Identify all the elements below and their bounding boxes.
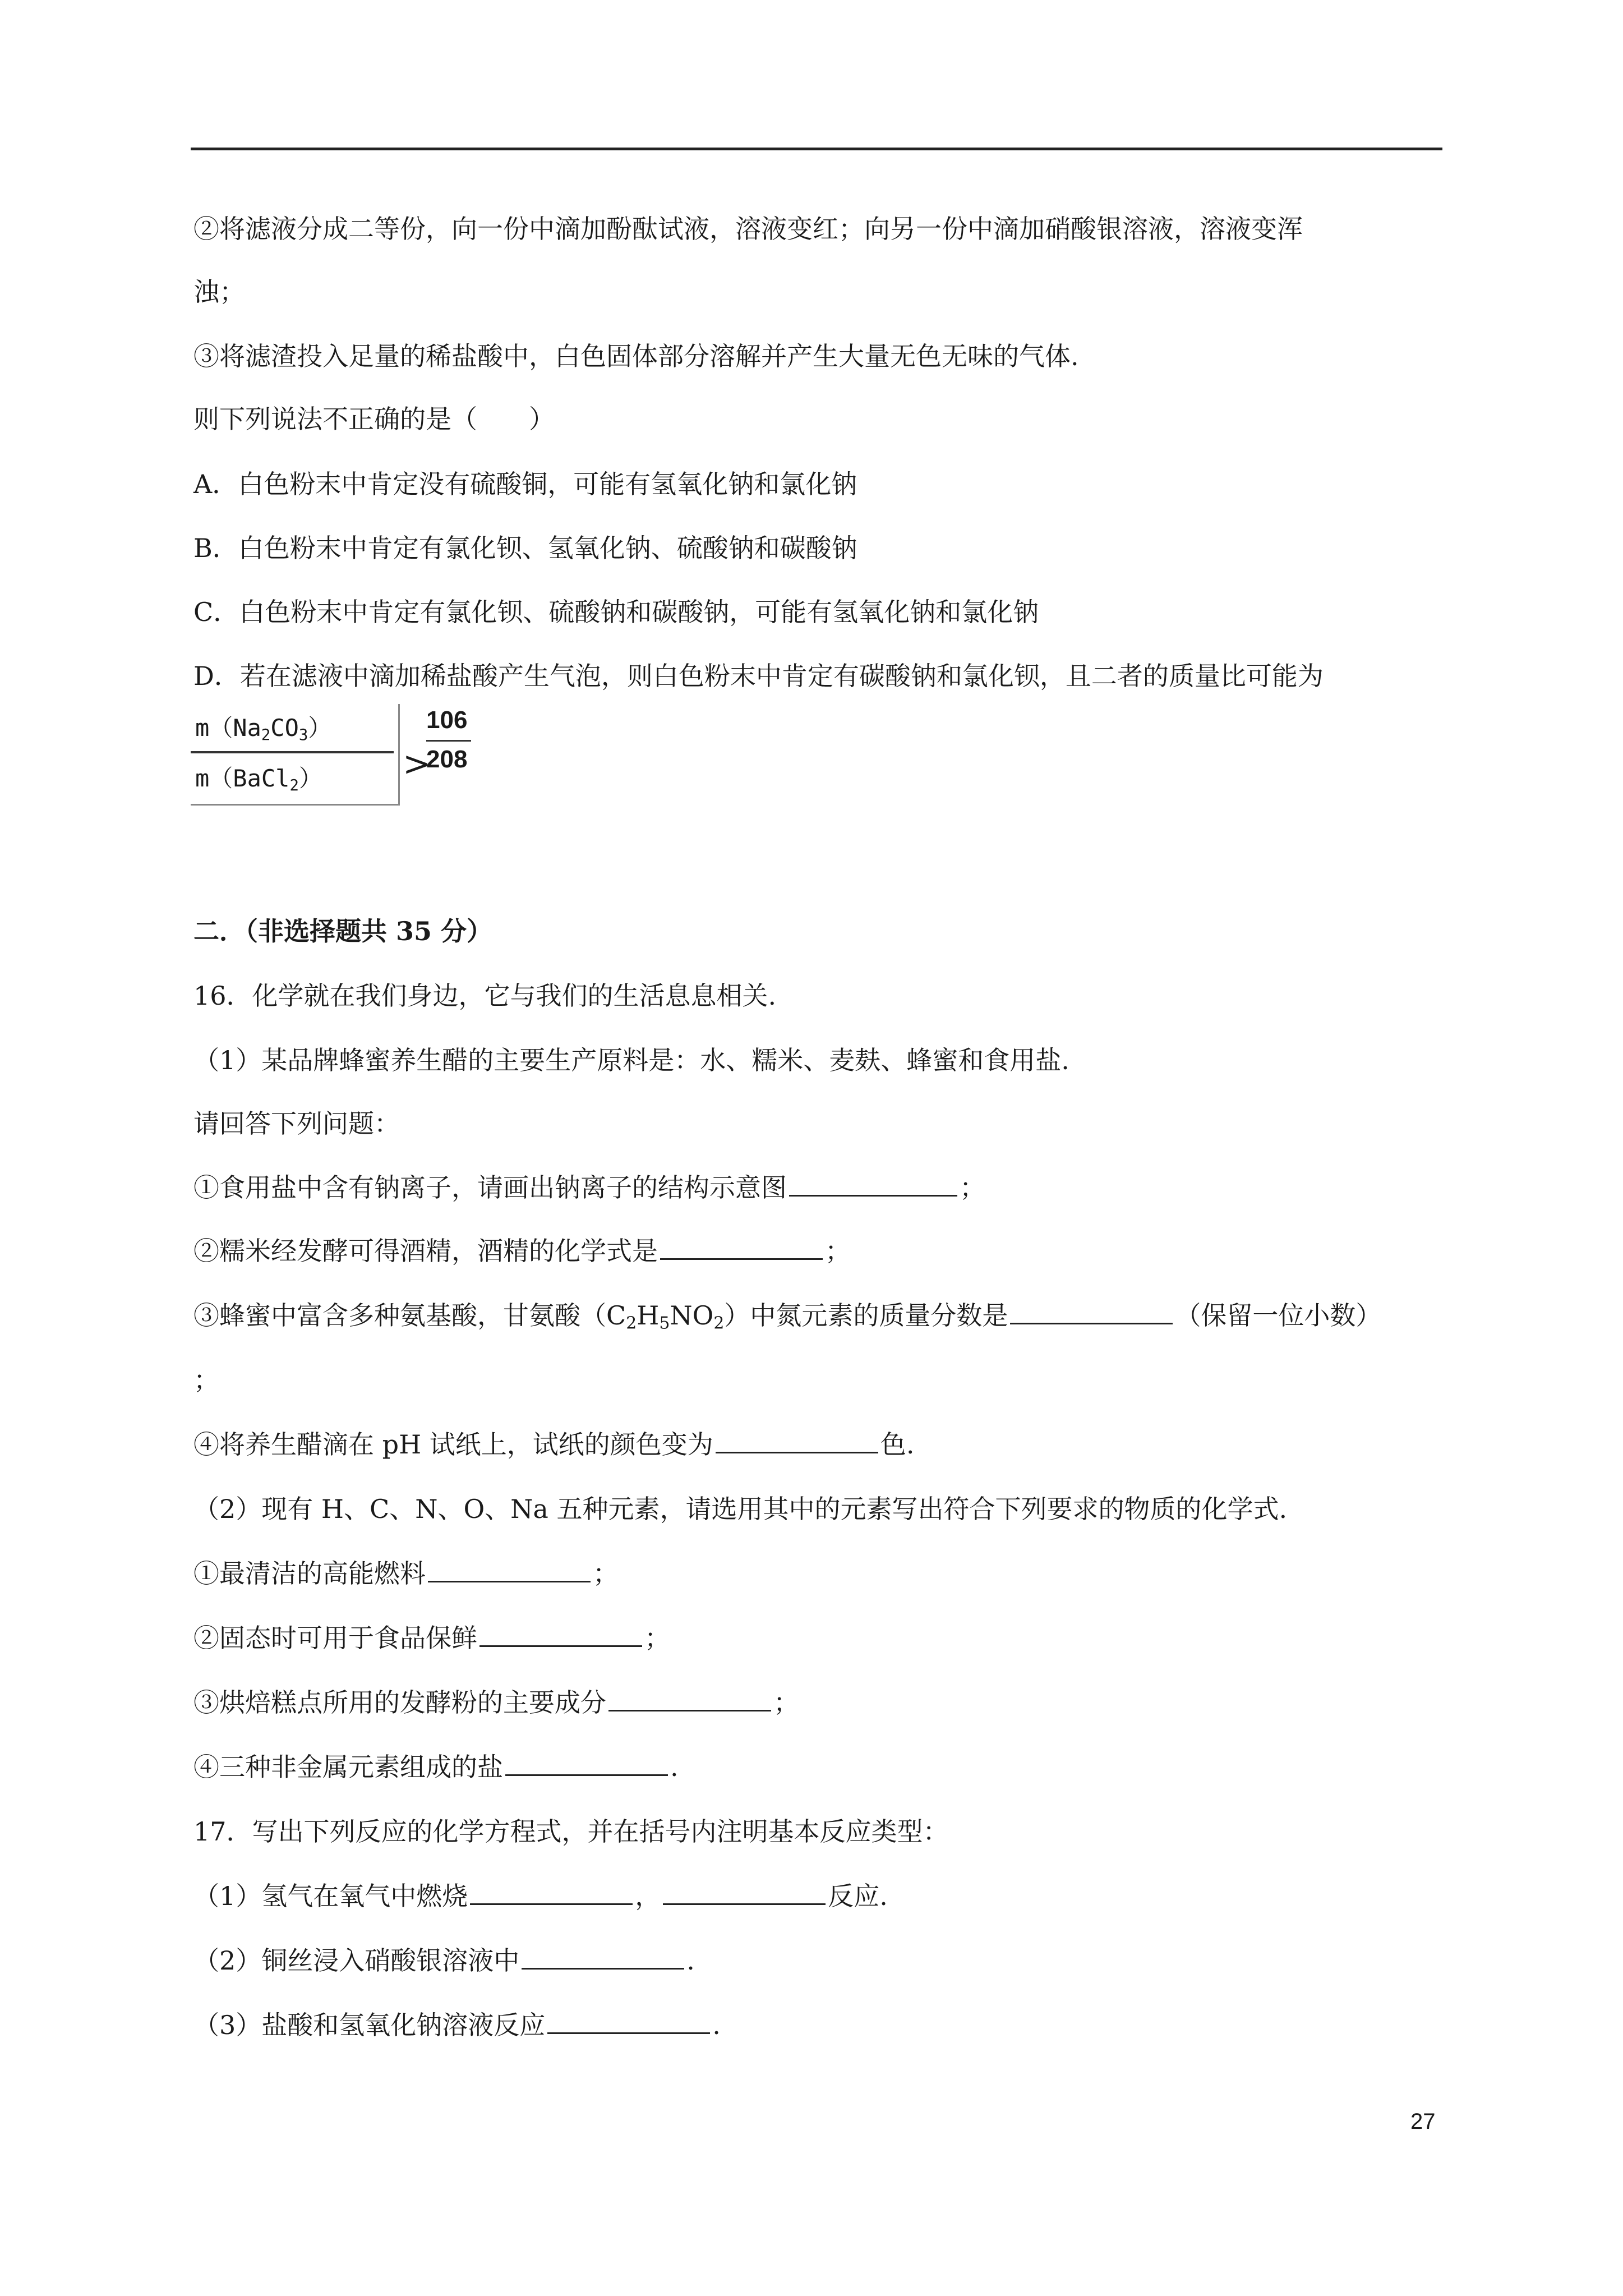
option-b: B．白色粉末中肯定有氯化钡、氢氧化钠、硫酸钠和碳酸钠 [193,533,857,563]
answer-blank[interactable] [608,1688,771,1711]
answer-blank[interactable] [522,1947,684,1970]
answer-blank[interactable] [505,1753,668,1776]
answer-blank[interactable] [470,1882,633,1905]
text-line: ； [193,1365,219,1395]
fraction-bar [191,751,394,753]
answer-blank[interactable] [789,1174,957,1197]
page-number: 27 [1410,2109,1436,2134]
answer-blank[interactable] [660,1237,823,1260]
question-16-prompt: 请回答下列问题： [193,1108,400,1139]
question-stem: 则下列说法不正确的是（ ） [193,404,555,434]
text-line: ②将滤液分成二等份，向一份中滴加酚酞试液，溶液变红；向另一份中滴加硝酸银溶液，溶液变浑 [193,214,1303,244]
question-17-2: （2）铜丝浸入硝酸银溶液中 . [193,1945,695,1976]
option-d: D．若在滤液中滴加稀盐酸产生气泡，则白色粉末中肯定有碳酸钠和氯化钡，且二者的质量比可能为 [193,661,1324,691]
question-16-part-1: （1）某品牌蜂蜜养生醋的主要生产原料是：水、糯米、麦麸、蜂蜜和食用盐. [193,1045,1069,1075]
answer-blank[interactable] [716,1430,878,1453]
formula-numerator: $m(Na_2CO_3)$ [195,714,332,744]
question-16-part-2: （2）现有 H、C、N、O、Na 五种元素，请选用其中的元素写出符合下列要求的物质的化学式. [193,1494,1288,1524]
question-16-2b: ②固态时可用于食品保鲜 ； [193,1623,670,1653]
section-heading: 二．（非选择题共 35 分） [193,916,493,946]
question-16-2a: ①最清洁的高能燃料 ； [193,1558,619,1589]
question-17-1: （1）氢气在氧气中燃烧 ， 反应. [193,1881,888,1911]
formula-fraction [191,704,400,806]
ratio-bar [426,740,471,742]
question-16-1d: ④将养生醋滴在 pH 试纸上，试纸的颜色变为 色. [193,1429,915,1460]
header-rule [191,148,1442,150]
option-a: A．白色粉末中肯定没有硫酸铜，可能有氢氧化钠和氯化钠 [193,469,857,499]
ratio-denominator: 208 [426,746,468,773]
question-17-3: （3）盐酸和氢氧化钠溶液反应 . [193,2010,721,2040]
mass-ratio-formula [191,704,482,805]
question-16-1c: ③蜂蜜中富含多种氨基酸，甘氨酸$(C_2H_5NO_2)$中氮元素的质量分数是 （保留一位小数） [193,1300,1382,1333]
question-16: 16．化学就在我们身边，它与我们的生活息息相关. [193,981,777,1011]
answer-blank[interactable] [479,1624,642,1647]
option-c: C．白色粉末中肯定有氯化钡、硫酸钠和碳酸钠，可能有氢氧化钠和氯化钠 [193,597,1039,627]
question-16-1b: ②糯米经发酵可得酒精，酒精的化学式是 ； [193,1236,851,1266]
answer-blank[interactable] [1010,1301,1173,1324]
greater-than-sign: > [403,744,431,784]
answer-blank[interactable] [428,1559,591,1582]
answer-blank[interactable] [547,2011,710,2034]
text-line: ③将滤渣投入足量的稀盐酸中，白色固体部分溶解并产生大量无色无味的气体. [193,341,1079,371]
text-line: 浊； [193,277,245,307]
formula-denominator: m（BaCl$_2$） [195,765,322,794]
question-16-2d: ④三种非金属元素组成的盐 . [193,1752,679,1782]
question-16-2c: ③烘焙糕点所用的发酵粉的主要成分 ； [193,1687,799,1718]
question-16-1a: ①食用盐中含有钠离子，请画出钠离子的结构示意图 ； [193,1172,985,1203]
ratio-numerator: 106 [426,706,468,734]
question-17: 17．写出下列反应的化学方程式，并在括号内注明基本反应类型： [193,1816,949,1847]
answer-blank[interactable] [663,1882,826,1905]
